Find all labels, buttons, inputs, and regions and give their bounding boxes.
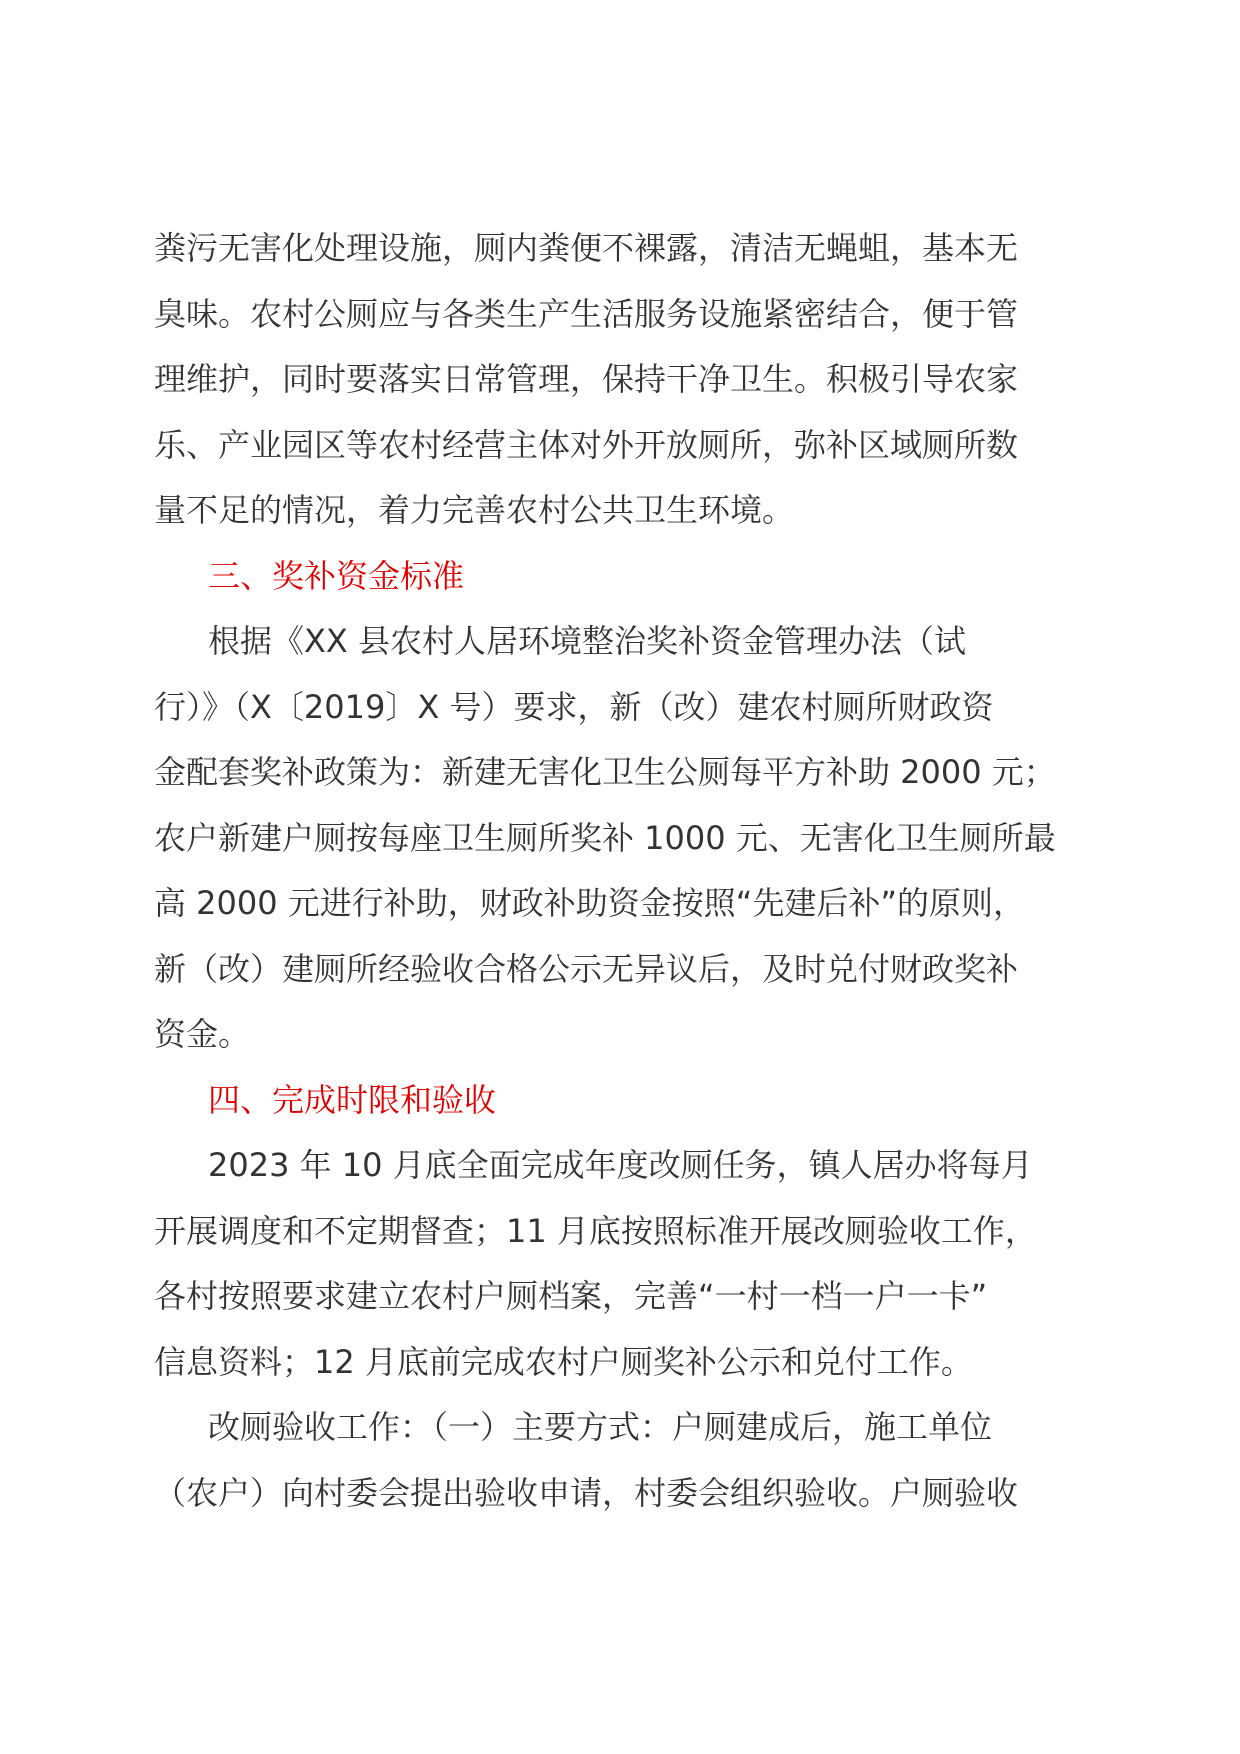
paragraph-line: 粪污无害化处理设施，厕内粪便不裸露，清洁无蝇蛆，基本无	[154, 229, 1019, 267]
section-heading-4: 四、完成时限和验收	[208, 1080, 497, 1119]
paragraph-line: 行）》（X〔2019〕X 号）要求，新（改）建农村厕所财政资	[154, 687, 994, 726]
paragraph-line: 改厕验收工作：（一）主要方式：户厕建成后，施工单位	[208, 1408, 993, 1446]
paragraph-line: 臭味。农村公厕应与各类生产生活服务设施紧密结合，便于管	[154, 294, 1019, 333]
paragraph-line: 新（改）建厕所经验收合格公示无异议后，及时兑付财政奖补	[154, 949, 1019, 988]
paragraph-line: 信息资料；12 月底前完成农村户厕奖补公示和兑付工作。	[154, 1342, 973, 1381]
paragraph-line: 开展调度和不定期督查；11 月底按照标准开展改厕验收工作，	[154, 1211, 1037, 1250]
paragraph-line: 各村按照要求建立农村户厕档案，完善“一村一档一户一卡”	[154, 1277, 988, 1315]
paragraph-line: 根据《XX 县农村人居环境整治奖补资金管理办法（试	[208, 622, 967, 660]
section-heading-3: 三、奖补资金标准	[208, 556, 465, 595]
paragraph-line: 资金。	[154, 1015, 251, 1053]
document-body	[154, 216, 1094, 1526]
paragraph-line: 量不足的情况，着力完善农村公共卫生环境。	[154, 491, 795, 529]
paragraph-line: 2023 年 10 月底全面完成年度改厕任务，镇人居办将每月	[208, 1146, 1033, 1184]
paragraph-line: 金配套奖补政策为：新建无害化卫生公厕每平方补助 2000 元；	[154, 753, 1056, 791]
paragraph-line: （农户）向村委会提出验收申请，村委会组织验收。户厕验收	[154, 1473, 1019, 1512]
paragraph-line: 农户新建户厕按每座卫生厕所奖补 1000 元、无害化卫生厕所最	[154, 818, 1056, 857]
paragraph-line: 乐、产业园区等农村经营主体对外开放厕所，弥补区域厕所数	[154, 425, 1019, 464]
paragraph-line: 理维护，同时要落实日常管理，保持干净卫生。积极引导农家	[154, 360, 1019, 398]
paragraph-line: 高 2000 元进行补助，财政补助资金按照“先建后补”的原则，	[154, 884, 1025, 922]
